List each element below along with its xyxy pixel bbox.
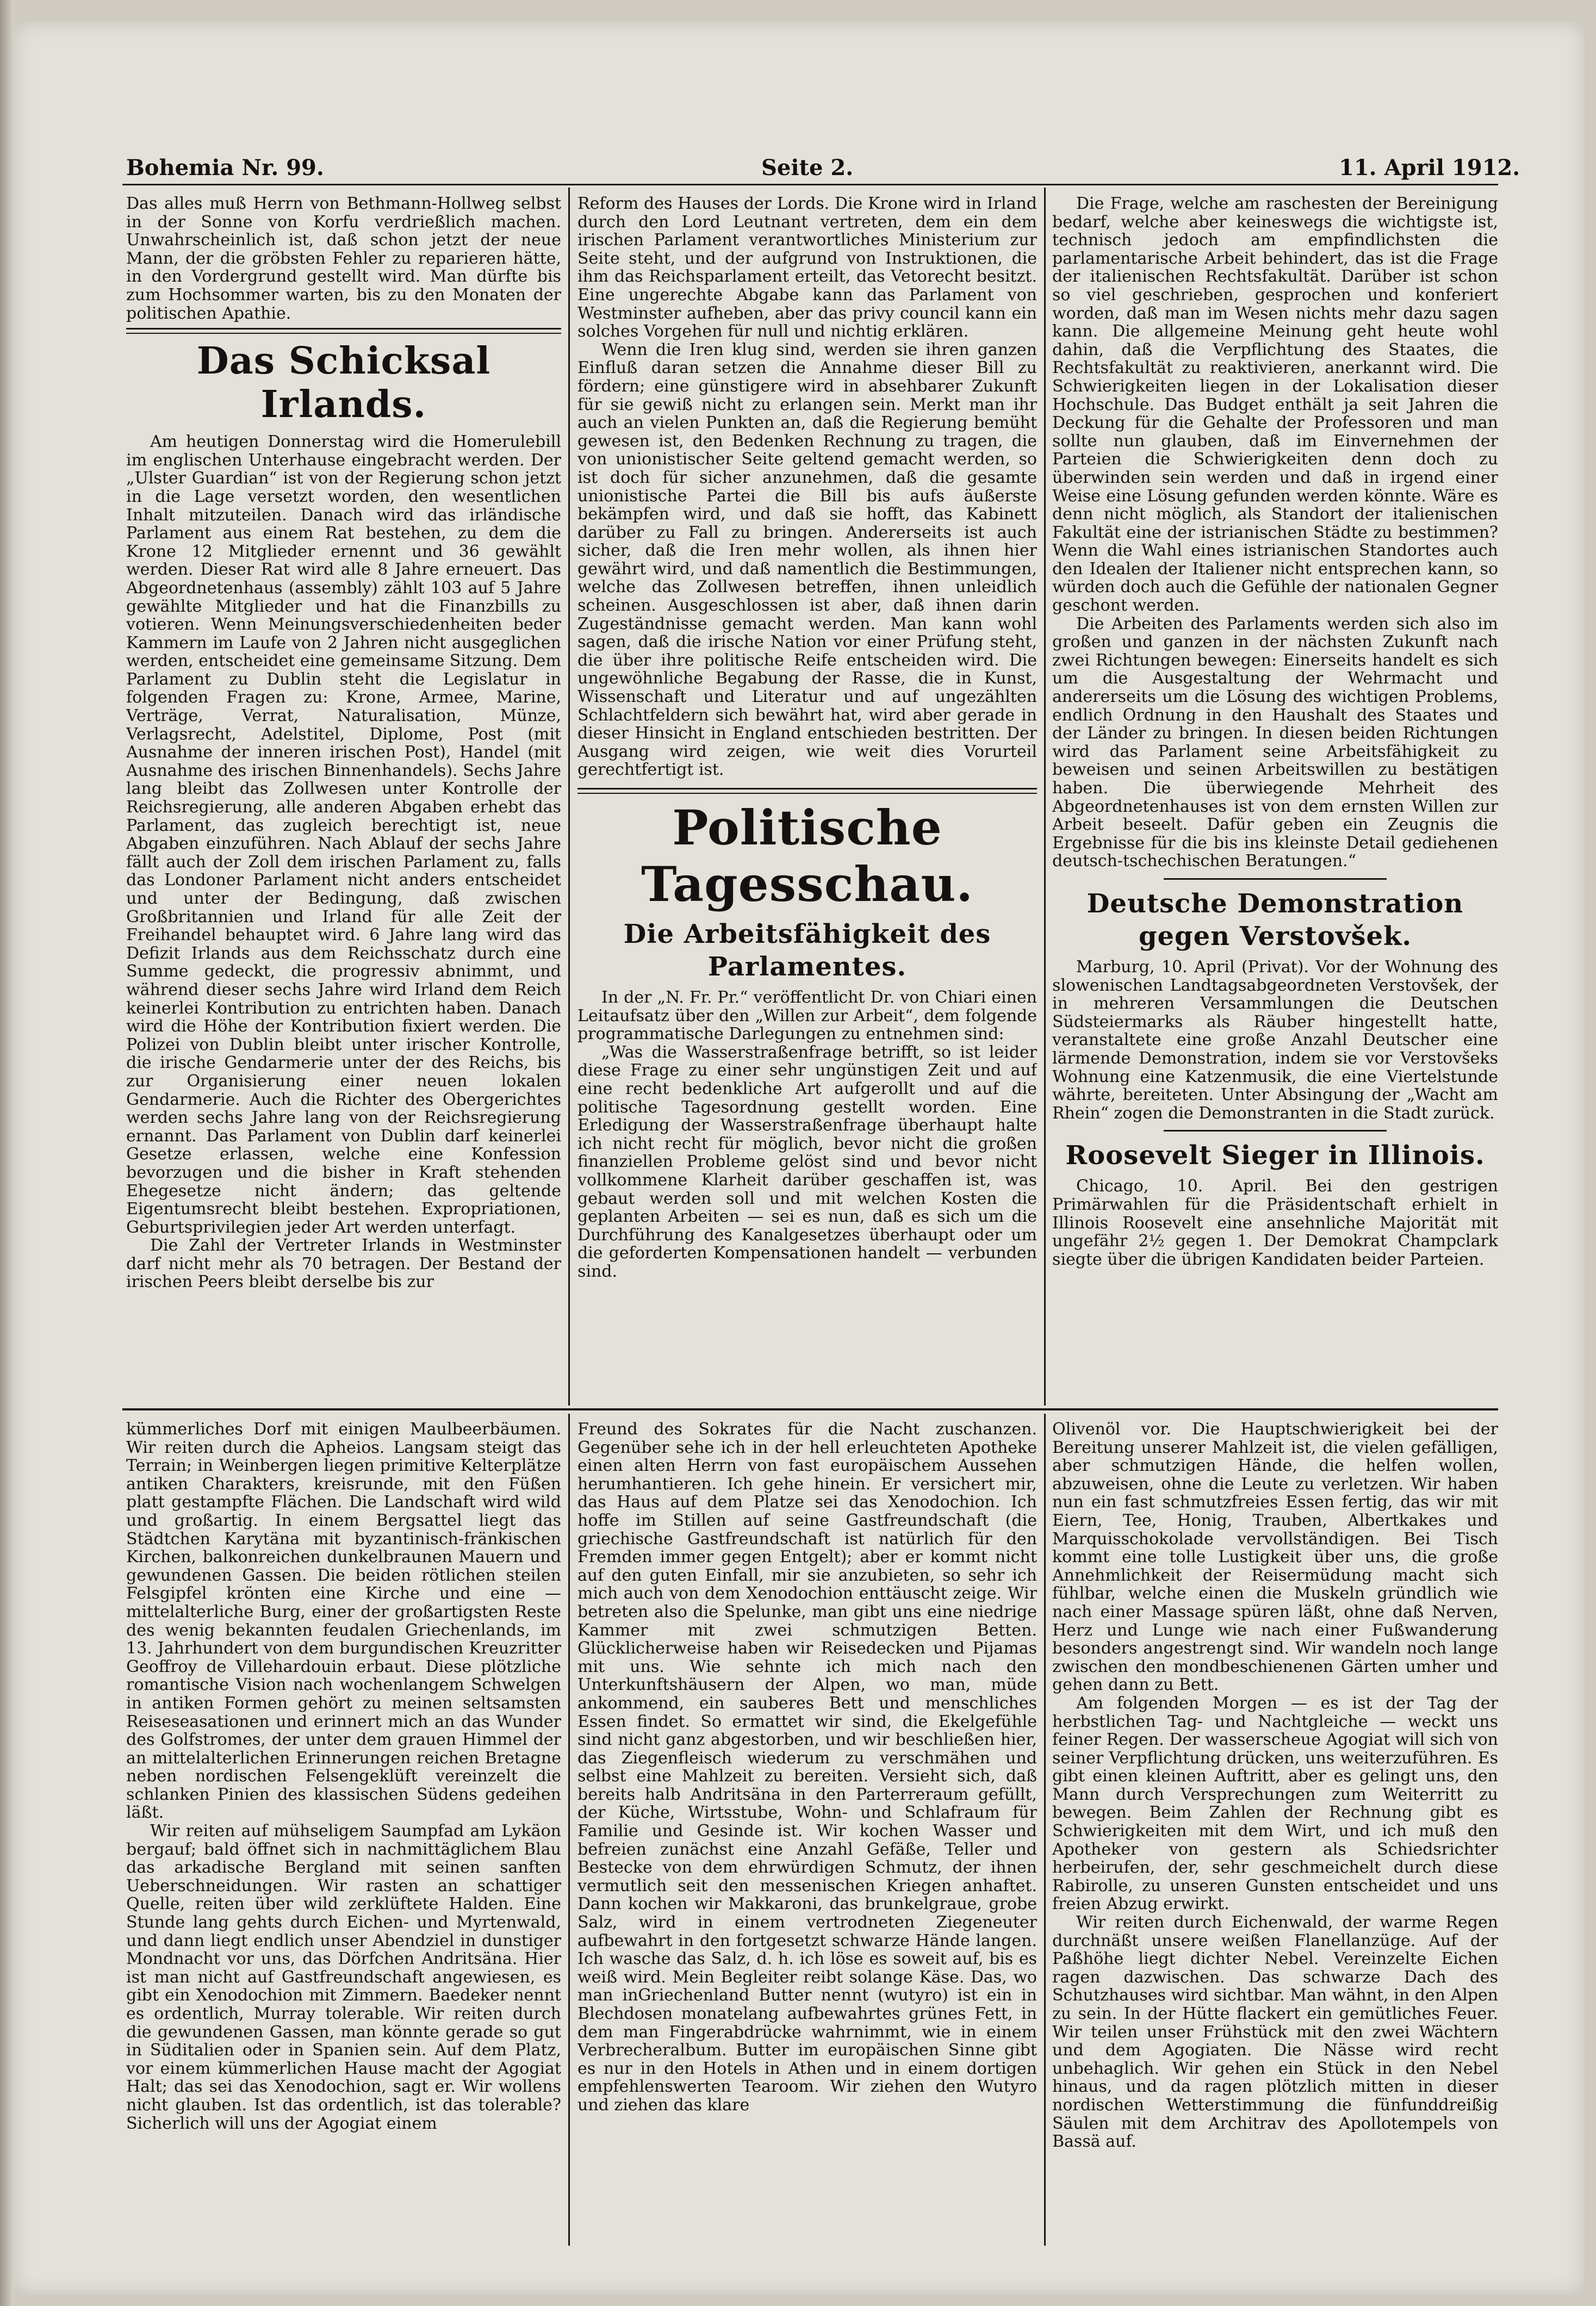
paragraph: Die Zahl der Vertreter Irlands in Westminster darf nicht mehr als 70 betragen. Der Bestand der irischen Peers bleibt derselbe bis zur: [126, 1236, 561, 1292]
subheadline-parlament: Die Arbeitsfähigkeit des Parlamentes.: [623, 919, 991, 982]
header-rule: [122, 184, 1498, 185]
article-column-2: [577, 195, 1037, 1402]
header-date: 11. April 1912.: [1339, 155, 1520, 181]
header-issue: Bohemia Nr. 99.: [126, 155, 324, 181]
column-rule: [1044, 188, 1046, 1406]
paragraph: Wir reiten durch Eichenwald, der warme Regen durchnäßt unsere weißen Flanellanzüge. Auf der Paßhöhe liegt dichter Nebel. Vereinzelte Eichen ragen dazwischen. Das schwarze Dach des Schutzhauses wird sichtbar. Man wähnt, in den Alpen zu sein. In der Hütte flackert ein gemütliches Feuer. Wir teilen unser Frühstück mit den zwei Wächtern und dem Agogiaten. Die Nässe wird recht unbehaglich. Wir gehen ein Stück in den Nebel hinaus, und da ragen plötzlich mitten in dieser nordischen Wetterstimmung die fünfunddreißig Säulen mit dem Architrav des Apollotempels von Bassä auf.: [1052, 1913, 1498, 2152]
paragraph: Die Arbeiten des Parlaments werden sich also im großen und ganzen in der nächsten Zukunft nach zwei Richtungen bewegen: Einerseits handelt es sich um die Ausgestaltung der Wehrmacht und andererseits um die Lösung des wichtigen Problems, endlich Ordnung in den Haushalt des Staates und der Länder zu bringen. In diesen beiden Richtungen wird das Parlament seine Arbeitsfähigkeit zu beweisen und seinen Arbeitswillen zu bestätigen haben. Die überwiegende Mehrheit des Abgeordnetenhauses ist von dem ernsten Willen zur Arbeit beseelt. Dafür geben ein Zeugnis die Ergebnisse für die bis ins kleinste Detail gediehenen deutsch-tschechischen Beratungen.“: [1052, 614, 1498, 871]
paragraph: Am folgenden Morgen — es ist der Tag der herbstlichen Tag- und Nachtgleiche — weckt uns feiner Regen. Der wasserscheue Agogiat will sich von seiner Verpflichtung drücken, uns weiterzuführen. Es gibt einen kleinen Auftritt, aber es gelingt uns, den Mann durch Versprechungen zum Weiterritt zu bewegen. Beim Zahlen der Rechnung gibt es Schwierigkeiten mit dem Wirt, und ich muß den Apotheker von gestern als Schiedsrichter herbeirufen, der, sehr geschmeichelt durch diese Rabirolle, zu unseren Gunsten entscheidet und uns freien Abzug erwirkt.: [1052, 1693, 1498, 1914]
headline-demonstration: Deutsche Demonstration gegen Verstovšek.: [1086, 888, 1464, 952]
headline-irland: Das Schicksal Irlands.: [196, 339, 491, 427]
paragraph: Das alles muß Herrn von Bethmann-Hollweg selbst in der Sonne von Korfu verdrießlich machen. Unwahrscheinlich ist, daß schon jetzt der neue Mann, der die gröbsten Fehler zu reparieren hätte, in den Vordergrund gestellt wird. Man dürfte bis zum Hochsommer warten, bis zu den Monaten der politischen Apathie.: [126, 195, 561, 323]
headline-roosevelt: Roosevelt Sieger in Illinois.: [1065, 1140, 1485, 1171]
column-rule: [568, 188, 570, 1406]
paragraph: Wir reiten auf mühseligem Saumpfad am Lykäon bergauf; bald öffnet sich in nachmittäglichem Blau das arkadische Bergland mit seinen sanften Ueberschneidungen. Wir rasten an schattiger Quelle, reiten über wild zerklüftete Halden. Eine Stunde lang gehts durch Eichen- und Myrtenwald, und dann liegt endlich unser Abendziel in dunstiger Mondnacht vor uns, das Dörfchen Andritsäna. Hier ist man nicht auf Gastfreundschaft angewiesen, es gibt ein Xenodochion mit Zimmern. Baedeker nennt es ordentlich, Murray tolerable. Wir reiten durch die gewundenen Gassen, man könnte gerade so gut in Süditalien oder in Spanien sein. Auf dem Platz, vor einem kümmerlichen Hause macht der Agogiat Halt; das sei das Xenodochion, sagt er. Wir wollens nicht glauben. Ist das ordentlich, ist das tolerable? Sicherlich will uns der Agogiat einem: [126, 1822, 561, 2133]
paragraph: Freund des Sokrates für die Nacht zuschanzen. Gegenüber sehe ich in der hell erleuchteten Apotheke einen alten Herrn von fast europäischem Aussehen herumhantieren. Ich gehe hinein. Er versichert mir, das Haus auf dem Platze sei das Xenodochion. Ich hoffe im Stillen auf seine Gastfreundschaft (die griechische Gastfreundschaft ist natürlich für den Fremden immer gegen Entgelt); aber er kommt nicht auf den guten Einfall, mir sie anzubieten, so sehr ich mich auch von dem Xenodochion enttäuscht zeige. Wir betreten also die Spelunke, man gibt uns eine niedrige Kammer mit zwei schmutzigen Betten. Glücklicherweise haben wir Reisedecken und Pijamas mit uns. Wie sehnte ich mich nach den Unterkunftshäusern der Alpen, wo man, müde ankommend, ein sauberes Bett und menschliches Essen findet. So ermattet wir sind, die Ekelgefühle sind nicht ganz abgestorben, und wir beschließen hier, das Ziegenfleisch wiederum zu verschmähen und selbst eine Mahlzeit zu bereiten. Versieht sich, daß bereits halb Andritsäna in den Parterreraum gefüllt, der Küche, Wirtsstube, Wohn- und Schlafraum für Familie und Gesinde ist. Wir kochen Wasser und befreien zunächst eine Anzahl Gefäße, Teller und Bestecke von dem ehrwürdigen Schmutz, der ihnen vermutlich seit den messenischen Kriegen anhaftet. Dann kochen wir Makkaroni, das brunkelgraue, grobe Salz, wird in einem vertrodneten Ziegeneuter aufbewahrt in den fortgesetzt schwarze Hände langen. Ich wasche das Salz, d. h. ich löse es soweit auf, bis es weiß wird. Mein Begleiter reibt solange Käse. Das, wo man inGriechenland Butter nennt (wutyro) ist ein in Blechdosen monatelang aufbewahrtes grünes Fett, in dem man Fingerabdrücke wahrnimmt, wie in einem Verbrecheralbum. Butter im europäischen Sinne gibt es nur in den Hotels in Athen und in einem dortigen empfehlenswerten Tearoom. Wir ziehen den Wutyro und ziehen das klare: [577, 1420, 1037, 2115]
scan-edge: [0, 0, 14, 2306]
article-column-3: [1052, 195, 1498, 1402]
headline-tagesschau: Politische Tagesschau.: [641, 799, 973, 912]
feuilleton-rule: [122, 1408, 1498, 1410]
section-rule: [1164, 1130, 1387, 1132]
paragraph: Chicago, 10. April. Bei den gestrigen Primärwahlen für die Präsidentschaft erhielt in Illinois Roosevelt eine ansehnliche Majorität mit ungefähr 2½ gegen 1. Der Demokrat Champclark siegte über die übrigen Kandidaten beider Parteien.: [1052, 1177, 1498, 1269]
paragraph: Wenn die Iren klug sind, werden sie ihren ganzen Einfluß daran setzen die Annahme dieser Bill zu fördern; eine günstigere wird in absehbarer Zukunft für sie gewiß nicht zu erlangen sein. Merkt man ihr auch an vielen Punkten an, daß die Regierung bemüht gewesen ist, den Bedenken Rechnung zu tragen, die von unionistischer Seite geltend gemacht werden, so ist doch für sicher anzunehmen, daß die gesamte unionistische Partei die Bill bis aufs äußerste bekämpfen wird, und daß sie hofft, das Kabinett darüber zu Fall zu bringen. Andererseits ist auch sicher, daß die Iren mehr wollen, als ihnen hier gewährt wird, und daß namentlich die Bestimmungen, welche das Zollwesen betreffen, ihnen unleidlich scheinen. Ausgeschlossen ist aber, daß ihnen darin Zugeständnisse gemacht werden. Man kann wohl sagen, daß die irische Nation vor einer Prüfung steht, die über ihre politische Reife entscheiden wird. Die ungewöhnliche Begabung der Rasse, die in Kunst, Wissenschaft und Literatur und auf ungezählten Schlachtfeldern sich bewährt hat, wird aber gerade in dieser Hinsicht in England entschieden bestritten. Der Ausgang wird zeigen, wie weit dies Vorurteil gerechtfertigt ist.: [577, 340, 1037, 780]
paragraph: Am heutigen Donnerstag wird die Homerulebill im englischen Unterhause eingebracht werden. Der „Ulster Guardian“ ist von der Regierung schon jetzt in die Lage versetzt worden, den wesentlichen Inhalt mitzuteilen. Danach wird das irländische Parlament aus einem Rat bestehen, zu dem die Krone 12 Mitglieder ernennt und 36 gewählt werden. Dieser Rat wird alle 8 Jahre erneuert. Das Abgeordnetenhaus (assembly) zählt 103 auf 5 Jahre gewählte Mitglieder und hat die Finanzbills zu votieren. Wenn Meinungsverschiedenheiten beder Kammern im Laufe von 2 Jahren nicht ausgeglichen werden, entscheidet eine gemeinsame Sitzung. Dem Parlament zu Dublin steht die Legislatur in folgenden Fragen zu: Krone, Armee, Marine, Verträge, Verrat, Naturalisation, Münze, Verlagsrecht, Adelstitel, Diplome, Post (mit Ausnahme der inneren irischen Post), Handel (mit Ausnahme des irischen Binnenhandels). Sechs Jahre lang bleibt das Zollwesen unter Kontrolle der Reichsregierung, alle anderen Abgaben erhebt das Parlament, das zugleich berechtigt ist, neue Abgaben einzuführen. Nach Ablauf der sechs Jahre fällt auch der Zoll dem irischen Parlament zu, falls das Londoner Parlament nicht anders entscheidet und unter der Bedingung, daß zwischen Großbritannien und Irland für alle Zeit der Freihandel behauptet wird. 6 Jahre lang wird das Defizit Irlands aus dem Reichsschatz durch eine Summe gedeckt, die progressiv abnimmt, und während dieser sechs Jahre wird Irland dem Reich keinerlei Kontribution zu entrichten haben. Danach wird die Höhe der Kontribution fixiert werden. Die Polizei von Dublin bleibt unter irischer Kontrolle, die irische Gendarmerie unter der des Reichs, bis zur Organisierung einer neuen lokalen Gendarmerie. Auch die Richter des Obergerichtes werden sechs Jahre lang von der Reichsregierung ernannt. Das Parlament von Dublin darf keinerlei Gesetze erlassen, welche eine Konfession bevorzugen und die bisher in Kraft stehenden Ehegesetze nicht ändern; das geltende Eigentumsrecht bleibt bestehen. Expropriationen, Geburtsprivilegien jeder Art werden unterfagt.: [126, 432, 561, 1237]
paragraph: Die Frage, welche am raschesten der Bereinigung bedarf, welche aber keineswegs die wichtigste ist, technisch jedoch am empfindlichsten die parlamentarische Arbeit behindert, das ist die Frage der italienischen Rechtsfakultät. Darüber ist schon so viel geschrieben, gesprochen und konferiert worden, daß man im Wesen nichts mehr dazu sagen kann. Die allgemeine Meinung geht heute wohl dahin, daß die Verpflichtung des Staates, die Rechtsfakultät zu reaktivieren, anerkannt wird. Die Schwierigkeiten liegen in der Lokalisation dieser Hochschule. Das Budget enthält ja seit Jahren die Deckung für die Gehalte der Professoren und man sollte nun glauben, daß im Einvernehmen der Parteien die Schwierigkeiten denn doch zu überwinden sein werden und daß in irgend einer Weise eine Lösung gefunden werden könnte. Wäre es denn nicht möglich, als Standort der italienischen Fakultät eine der istrianischen Städte zu bestimmen? Wenn die Wahl eines istrianischen Standortes auch den Idealen der Italiener nicht entsprechen kann, so würden doch auch die Gefühle der nationalen Gegner geschont werden.: [1052, 195, 1498, 616]
column-rule: [568, 1414, 570, 2246]
header-page: Seite 2.: [761, 155, 854, 181]
paragraph: Olivenöl vor. Die Hauptschwierigkeit bei der Bereitung unserer Mahlzeit ist, die vielen gefälligen, aber schmutzigen Hände, die helfen wollen, abzuweisen, ohne die Leute zu verletzen. Wir haben nun ein fast schmutzfreies Essen fertig, das wir mit Eiern, Tee, Honig, Trauben, Albertkakes und Marquisschokolade vervollständigen. Bei Tisch kommt eine tolle Lustigkeit über uns, die große Annehmlichkeit der Reisermüdung macht sich fühlbar, welche einen die Muskeln gründlich wie nach einer Massage spüren läßt, ohne daß Nerven, Herz und Lunge wie nach einer Fußwanderung besonders angestrengt sind. Wir wandeln noch lange zwischen den mondbeschienenen Gärten umher und gehen dann zu Bett.: [1052, 1420, 1498, 1695]
column-rule: [1044, 1414, 1046, 2246]
feuilleton-column-1: [126, 1420, 561, 2247]
paragraph: In der „N. Fr. Pr.“ veröffentlicht Dr. von Chiari einen Leitaufsatz über den „Willen zur Arbeit“, dem folgende programmatische Darlegungen zu entnehmen sind:: [577, 988, 1037, 1044]
article-column-1: [126, 195, 561, 1402]
feuilleton-column-2: [577, 1420, 1037, 2247]
section-rule: [577, 788, 1037, 794]
section-rule: [1164, 878, 1387, 880]
paragraph: Reform des Hauses der Lords. Die Krone wird in Irland durch den Lord Leutnant vertreten, dem ein dem irischen Parlament verantwortliches Ministerium zur Seite steht, und der aufgrund von Instruktionen, die ihm das Reichsparlament erteilt, das Vetorecht besitzt. Eine ungerechte Abgabe kann das Parlament von Westminster aufheben, aber das privy council kann ein solches Vorgehen für null und nichtig erklären.: [577, 195, 1037, 341]
section-rule: [126, 328, 561, 334]
paragraph: „Was die Wasserstraßenfrage betrifft, so ist leider diese Frage zu einer sehr ungünstigen Zeit und auf eine recht bedenkliche Art aufgerollt und auf die politische Tagesordnung gestellt worden. Eine Erledigung der Wasserstraßenfrage überhaupt halte ich nicht recht für möglich, bevor nicht die großen finanziellen Probleme gelöst sind und bevor nicht vollkommene Klarheit darüber geschaffen ist, was gebaut werden soll und mit welchen Kosten die geplanten Arbeiten — sei es nun, daß es sich um die Durchführung des Kanalgesetzes überhaupt oder um die geforderten Kompensationen handelt — verbunden sind.: [577, 1042, 1037, 1281]
paragraph: kümmerliches Dorf mit einigen Maulbeerbäumen. Wir reiten durch die Apheios. Langsam steigt das Terrain; in Weinbergen liegen primitive Kelterplätze antiken Charakters, kreisrunde, mit den Füßen platt gestampfte Flächen. Die Landschaft wird wild und großartig. In einem Bergsattel liegt das Städtchen Karytäna mit byzantinisch-fränkischen Kirchen, balkonreichen dunkelbraunen Mauern und gewundenen Gassen. Die beiden rötlichen steilen Felsgipfel krönten eine Kirche und eine — mittelalterliche Burg, einer der großartigsten Reste des wenig bekannten feudalen Griechenlands, im 13. Jahrhundert von dem burgundischen Kreuzritter Geoffroy de Villehardouin erbaut. Diese plötzliche romantische Vision nach wochenlangem Schwelgen in antiken Formen gehört zu meinen seltsamsten Reiseseasationen und erinnert mich an das Wunder des Golfstromes, der unter dem grauen Himmel der an mittelalterlichen Erinnerungen reichen Bretagne neben nordischen Felsengeklüft vereinzelt die schlanken Pinien des klassischen Südens gedeihen läßt.: [126, 1420, 561, 1823]
feuilleton-column-3: [1052, 1420, 1498, 2247]
paragraph: Marburg, 10. April (Privat). Vor der Wohnung des slowenischen Landtagsabgeordneten Verstovšek, der in mehreren Versammlungen die Deutschen Südsteiermarks als Räuber hingestellt hatte, veranstaltete eine große Anzahl Deutscher eine lärmende Demonstration, indem sie vor Verstovšeks Wohnung eine Katzenmusik, die eine Viertelstunde währte, bereiteten. Unter Absingung der „Wacht am Rhein“ zogen die Demonstranten in die Stadt zurück.: [1052, 957, 1498, 1123]
